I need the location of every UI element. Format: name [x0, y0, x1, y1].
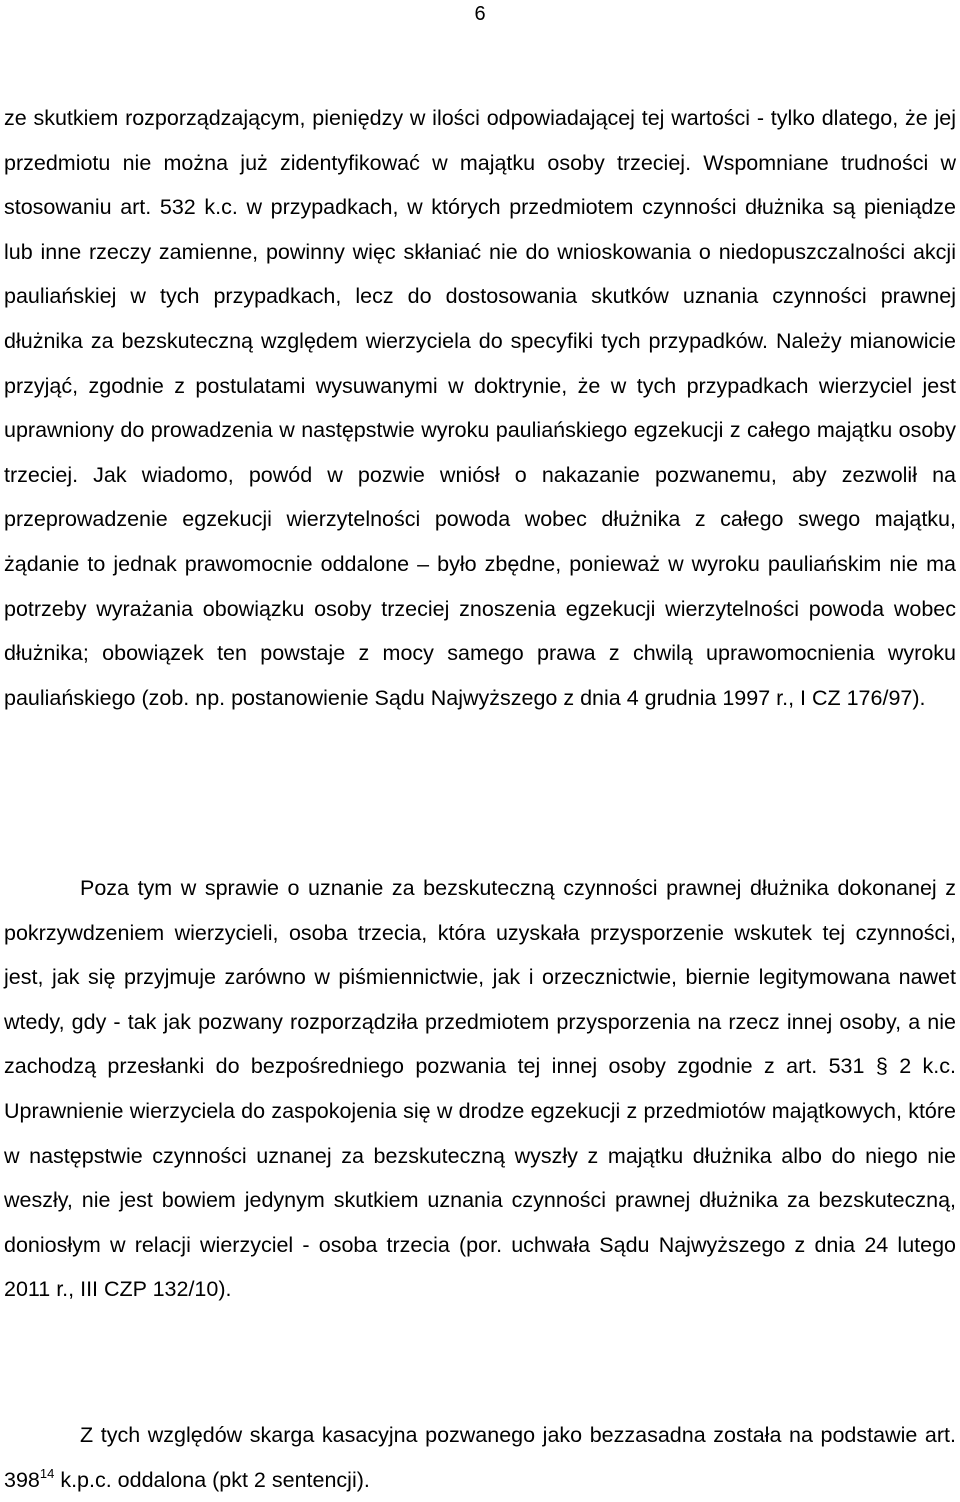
article-superscript: 14 — [39, 1465, 55, 1481]
paragraph-2: Poza tym w sprawie o uznanie za bezskuteczną czynności prawnej dłużnika dokonanej z pokrzywdzeniem wierzycieli, osoba trzecia, która uzyskała przysporzenie wskutek tej czynności, jest, jak się przyjmuje zarówno w piśmiennictwie, jak i orzecznictwie, biernie legitymowana nawet wtedy, gdy - tak jak pozwany rozporządziła przedmiotem przysporzenia na rzecz innej osoby, a nie zachodzą przesłanki do bezpośredniego pozwania tej innej osoby zgodnie z art. 531 § 2 k.c. Uprawnienie wierzyciela do zaspokojenia się w drodze egzekucji z przedmiotów majątkowych, które w następstwie czynności uznanej za bezskuteczną wyszły z majątku dłużnika albo do niego nie weszły, nie jest bowiem jedynym skutkiem uznania czynności prawnej dłużnika za bezskuteczną, doniosłym w relacji wierzyciel - osoba trzecia (por. uchwała Sądu Najwyższego z dnia 24 lutego 2011 r., III CZP 132/10). — [4, 876, 956, 1302]
paragraph-3-text: Z tych względów skarga kasacyjna pozwanego jako bezzasadna została na podstawie art. 398 — [4, 1423, 956, 1492]
page-number: 6 — [474, 3, 486, 25]
paragraph-1: ze skutkiem rozporządzającym, pieniędzy w ilości odpowiadającej tej wartości - tylko dlatego, że jej przedmiotu nie można już zidentyfikować w majątku osoby trzeciej. Wspomniane trudności w stosowaniu art. 532 k.c. w przypadkach, w których przedmiotem czynności dłużnika są pieniądze lub inne rzeczy zamienne, powinny więc skłaniać nie do wnioskowania o niedopuszczalności akcji pauliańskiej w tych przypadkach, lecz do dostosowania skutków uznania czynności prawnej dłużnika za bezskuteczną względem wierzyciela do specyfiki tych przypadków. Należy mianowicie przyjąć, zgodnie z postulatami wysuwanymi w doktrynie, że w tych przypadkach wierzyciel jest uprawniony do prowadzenia w następstwie wyroku pauliańskiego egzekucji z całego majątku osoby trzeciej. Jak wiadomo, powód w pozwie wniósł o nakazanie pozwanemu, aby zezwolił na przeprowadzenie egzekucji wierzytelności powoda wobec dłużnika z całego swego majątku, żądanie to jednak prawomocnie oddalone – było zbędne, ponieważ w wyroku pauliańskim nie ma potrzeby wyrażania obowiązku osoby trzeciej znoszenia egzekucji wierzytelności powoda wobec dłużnika; obowiązek ten powstaje z mocy samego prawa z chwilą uprawomocnienia wyroku pauliańskiego (zob. np. postanowienie Sądu Najwyższego z dnia 4 grudnia 1997 r., I CZ 176/97). — [4, 106, 956, 710]
paragraph-3 — [4, 1413, 956, 1502]
paragraph-3-text-end: k.p.c. oddalona (pkt 2 sentencji). — [54, 1467, 370, 1492]
